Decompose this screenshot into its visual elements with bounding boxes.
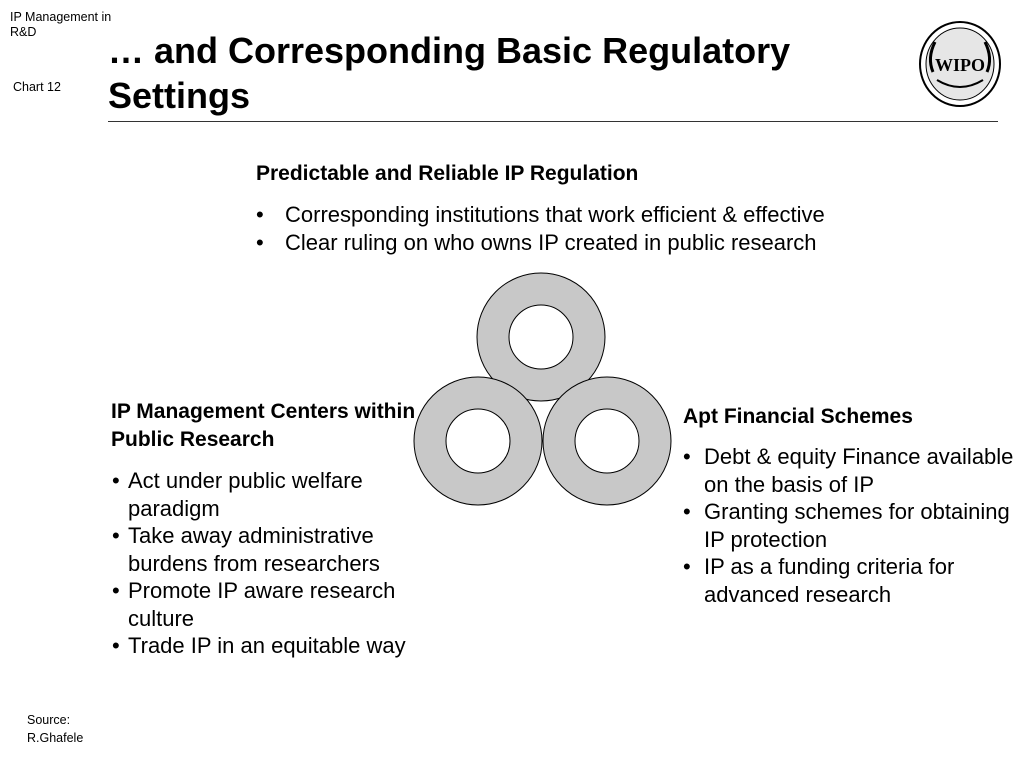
section-label: IP Management in R&D [10, 10, 112, 39]
list-item: • Corresponding institutions that work efficient & effective [256, 201, 976, 229]
right-heading: Apt Financial Schemes [683, 405, 913, 428]
list-item: • Promote IP aware research culture [111, 577, 451, 632]
left-heading: IP Management Centers within Public Research [111, 400, 416, 451]
list-item: • Debt & equity Finance available on the basis of IP [683, 443, 1018, 498]
wipo-logo-icon [917, 20, 1003, 108]
list-item: • Clear ruling on who owns IP created in public research [256, 229, 976, 257]
list-item: • Trade IP in an equitable way [111, 632, 451, 660]
source-label: Source: [27, 713, 71, 727]
left-component [111, 398, 451, 660]
top-component [256, 160, 976, 256]
chart-number: Chart 12 [13, 80, 61, 94]
right-component [683, 403, 1018, 608]
title-divider [108, 121, 998, 122]
list-item: • Granting schemes for obtaining IP protection [683, 498, 1018, 553]
source-author: R.Ghafele [27, 731, 84, 745]
svg-text:WIPO: WIPO [934, 55, 986, 75]
page-title: … and Corresponding Basic Regulatory Settings [108, 30, 791, 116]
list-item: • Act under public welfare paradigm [111, 467, 451, 522]
top-heading: Predictable and Reliable IP Regulation [256, 162, 639, 185]
ring-right [543, 377, 671, 505]
source-note [27, 711, 83, 747]
list-item: • Take away administrative burdens from researchers [111, 522, 451, 577]
list-item: • IP as a funding criteria for advanced research [683, 553, 1018, 608]
